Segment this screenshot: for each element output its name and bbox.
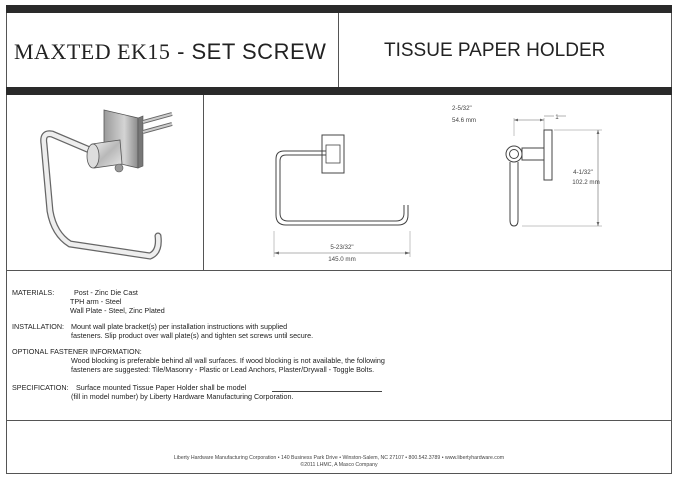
specification-line: Surface mounted Tissue Paper Holder shall be model (76, 383, 247, 392)
width-inch-label: 2-5/32" (452, 105, 472, 112)
front-view-drawing (270, 125, 420, 265)
model-suffix: - SET SCREW (177, 39, 327, 64)
length-mm-label: 145.0 mm (328, 256, 356, 263)
installation-label: INSTALLATION: (12, 322, 65, 331)
image-divider (203, 95, 204, 270)
footer-address: Liberty Hardware Manufacturing Corporation • 140 Business Park Drive • Winston-Salem, NC 27107 • 800.542.3789 • www.libertyhardware.com (173, 455, 505, 461)
fastener-line: Wood blocking is preferable behind all wall surfaces. If wood blocking is not available, the following (71, 356, 385, 365)
specification-line: (fill in model number) by Liberty Hardware Manufacturing Corporation. (71, 392, 294, 401)
length-inch-label: 5-23/32" (330, 244, 354, 251)
height-mm-label: 102.2 mm (572, 179, 600, 186)
isometric-drawing (30, 106, 190, 266)
installation-line: Mount wall plate bracket(s) per installation instructions with supplied (71, 322, 288, 331)
material-item: Wall Plate - Steel, Zinc Plated (70, 306, 165, 315)
materials-label: MATERIALS: (12, 288, 55, 297)
fastener-line: fasteners are suggested: Tile/Masonry - Plastic or Lead Anchors, Plaster/Drywall - Toggle Bolts. (71, 365, 375, 374)
footer-copyright: ©2011 LHMC, A Masco Company (300, 462, 378, 468)
side-view-drawing (440, 100, 620, 240)
footer-divider (6, 420, 672, 421)
header-divider (338, 13, 339, 87)
height-inch-label: 4-1/32" (573, 169, 593, 176)
plate-depth-label: 1 (555, 114, 559, 121)
model-prefix: MAXTED EK15 (14, 39, 171, 64)
width-mm-label: 54.6 mm (452, 117, 477, 124)
product-title: TISSUE PAPER HOLDER (384, 40, 606, 61)
specification-label: SPECIFICATION: (12, 383, 69, 392)
image-row-bottom (6, 270, 672, 271)
material-item: Post - Zinc Die Cast (74, 288, 138, 297)
installation-line: fasteners. Slip product over wall plate(s) and tighten set screws until secure. (71, 331, 314, 340)
fastener-label: OPTIONAL FASTENER INFORMATION: (12, 347, 142, 356)
middle-bar (6, 87, 672, 95)
material-item: TPH arm - Steel (70, 297, 122, 306)
top-bar (6, 5, 672, 13)
model-title (14, 39, 326, 65)
